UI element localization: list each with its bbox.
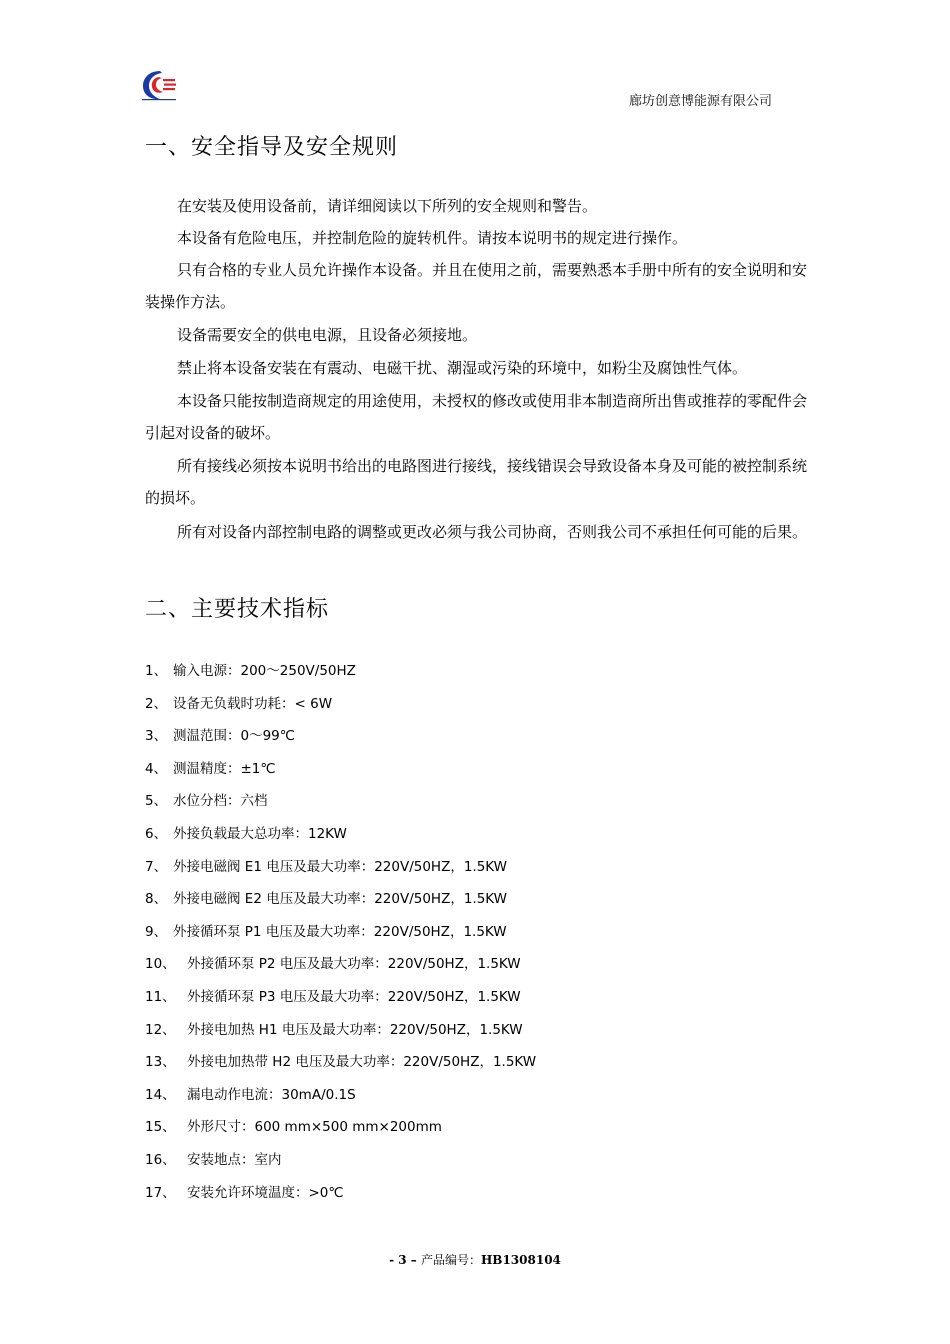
- spec-number: 13、: [145, 1054, 176, 1071]
- spec-number: 5、: [145, 793, 168, 810]
- spec-text: 外接电加热 H1 电压及最大功率：220V/50HZ，1.5KW: [187, 1021, 523, 1038]
- spec-item: [145, 720, 536, 753]
- page-number: - 3 –: [389, 1253, 417, 1267]
- spec-number: 11、: [145, 988, 176, 1005]
- spec-list: [145, 655, 536, 1209]
- spec-text: 外接电磁阀 E1 电压及最大功率：220V/50HZ，1.5KW: [173, 858, 508, 875]
- safety-paragraph: 所有接线必须按本说明书给出的电路图进行接线，接线错误会导致设备本身及可能的被控制系统的损坏。: [145, 457, 808, 507]
- spec-text: 设备无负载时功耗：< 6W: [173, 695, 333, 712]
- spec-text: 测温精度：±1℃: [173, 760, 276, 777]
- spec-item: [145, 1111, 536, 1144]
- safety-paragraph: 本设备有危险电压，并控制危险的旋转机件。请按本说明书的规定进行操作。: [177, 229, 688, 247]
- spec-text: 外接循环泵 P2 电压及最大功率：220V/50HZ，1.5KW: [187, 956, 521, 973]
- spec-item: [145, 916, 536, 949]
- page-footer: [0, 1251, 950, 1268]
- spec-item: [145, 1046, 536, 1079]
- spec-item: [145, 1144, 536, 1177]
- spec-item: [145, 753, 536, 786]
- spec-text: 输入电源：200～250V/50HZ: [173, 663, 356, 679]
- spec-number: 8、: [145, 891, 168, 908]
- safety-paragraph: 设备需要安全的供电电源，且设备必须接地。: [177, 326, 478, 344]
- spec-number: 1、: [145, 663, 168, 679]
- spec-number: 9、: [145, 923, 168, 940]
- spec-number: 15、: [145, 1119, 176, 1136]
- spec-number: 17、: [145, 1184, 176, 1201]
- spec-number: 3、: [145, 728, 168, 745]
- spec-text: 外接负载最大总功率：12KW: [173, 825, 347, 842]
- spec-text: 外接循环泵 P3 电压及最大功率：220V/50HZ，1.5KW: [187, 988, 521, 1005]
- spec-number: 12、: [145, 1021, 176, 1038]
- spec-item: [145, 818, 536, 851]
- spec-item: [145, 655, 536, 688]
- safety-paragraph: 只有合格的专业人员允许操作本设备。并且在使用之前，需要熟悉本手册中所有的安全说明和安装操作方法。: [145, 261, 808, 311]
- spec-text: 外接电磁阀 E2 电压及最大功率：220V/50HZ，1.5KW: [173, 891, 508, 908]
- safety-paragraph: 本设备只能按制造商规定的用途使用，未授权的修改或使用非本制造商所出售或推荐的零配件会引起对设备的破坏。: [145, 392, 808, 442]
- spec-text: 外接电加热带 H2 电压及最大功率：220V/50HZ，1.5KW: [187, 1054, 537, 1071]
- spec-text: 外接循环泵 P1 电压及最大功率：220V/50HZ，1.5KW: [173, 923, 507, 940]
- section-title-specs: 二、主要技术指标: [145, 597, 330, 622]
- spec-text: 外形尺寸：600 mm×500 mm×200mm: [187, 1119, 442, 1136]
- safety-paragraph: 所有对设备内部控制电路的调整或更改必须与我公司协商，否则我公司不承担任何可能的后果。: [177, 523, 808, 541]
- company-logo-icon: [141, 68, 179, 102]
- section-title-safety: 一、安全指导及安全规则: [145, 135, 399, 160]
- safety-paragraph: 禁止将本设备安装在有震动、电磁干扰、潮湿或污染的环境中，如粉尘及腐蚀性气体。: [177, 359, 748, 377]
- company-name: 廊坊创意博能源有限公司: [628, 94, 772, 109]
- spec-item: [145, 883, 536, 916]
- spec-item: [145, 688, 536, 721]
- spec-item: [145, 1177, 536, 1210]
- spec-item: [145, 948, 536, 981]
- spec-number: 10、: [145, 956, 176, 973]
- spec-text: 测温范围：0～99℃: [173, 728, 295, 745]
- spec-number: 14、: [145, 1086, 176, 1103]
- spec-number: 4、: [145, 760, 168, 777]
- spec-item: [145, 981, 536, 1014]
- safety-paragraph: 在安装及使用设备前，请详细阅读以下所列的安全规则和警告。: [177, 197, 598, 215]
- spec-number: 6、: [145, 825, 168, 842]
- spec-item: [145, 1014, 536, 1047]
- spec-number: 16、: [145, 1151, 176, 1168]
- spec-text: 安装允许环境温度：>0℃: [187, 1184, 344, 1201]
- spec-item: [145, 851, 536, 884]
- spec-item: [145, 785, 536, 818]
- spec-text: 漏电动作电流：30mA/0.1S: [187, 1086, 356, 1103]
- product-code: HB1308104: [480, 1253, 561, 1267]
- spec-item: [145, 1079, 536, 1112]
- spec-number: 2、: [145, 695, 168, 712]
- product-code-label: 产品编号：: [420, 1253, 481, 1267]
- spec-text: 水位分档：六档: [173, 793, 268, 810]
- spec-text: 安装地点：室内: [187, 1151, 282, 1168]
- spec-number: 7、: [145, 858, 168, 875]
